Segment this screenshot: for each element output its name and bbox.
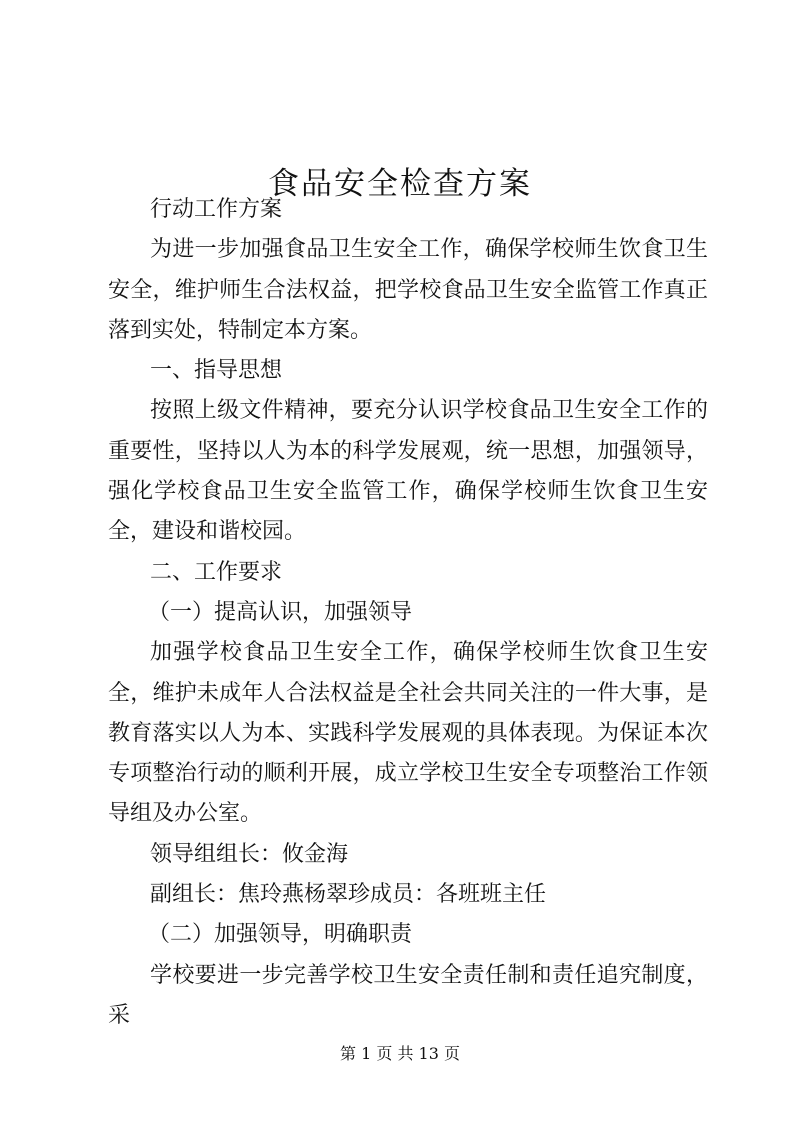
leadership-paragraph: 加强学校食品卫生安全工作，确保学校师生饮食卫生安全，维护未成年人合法权益是全社会共同关注的一件大事，是教育落实以人为本、实践科学发展观的具体表现。为保证本次专项整治行动的顺利开展，成立学校卫生安全专项整治工作领导组及办公室。 (108, 640, 708, 827)
page-footer: 第 1 页 共 13 页 (340, 1044, 460, 1063)
deputy-members-line: 副组长：焦玲燕杨翠珍成员：各班班主任 (150, 882, 547, 908)
responsibility-paragraph: 学校要进一步完善学校卫生安全责任制和责任追究制度，采 (108, 962, 708, 1028)
section-heading-1: 一、指导思想 (150, 358, 283, 384)
section-heading-2: 二、工作要求 (150, 559, 283, 585)
subsection-heading-2: （二）加强领导，明确职责 (148, 922, 413, 948)
subtitle-paragraph: 行动工作方案 (150, 197, 283, 222)
subsection-heading-1: （一）提高认识，加强领导 (148, 599, 413, 625)
intro-paragraph: 为进一步加强食品卫生安全工作，确保学校师生饮食卫生安全，维护师生合法权益，把学校食品卫生安全监管工作真正落到实处，特制定本方案。 (108, 237, 708, 343)
document-title: 食品安全检查方案 (268, 165, 532, 202)
leader-line: 领导组组长：攸金海 (150, 841, 349, 867)
guiding-principle-paragraph: 按照上级文件精神，要充分认识学校食品卫生安全工作的重要性，坚持以人为本的科学发展观，统一思想，加强领导，强化学校食品卫生安全监管工作，确保学校师生饮食卫生安全，建设和谐校园。 (108, 398, 708, 545)
document-body (108, 190, 708, 1036)
